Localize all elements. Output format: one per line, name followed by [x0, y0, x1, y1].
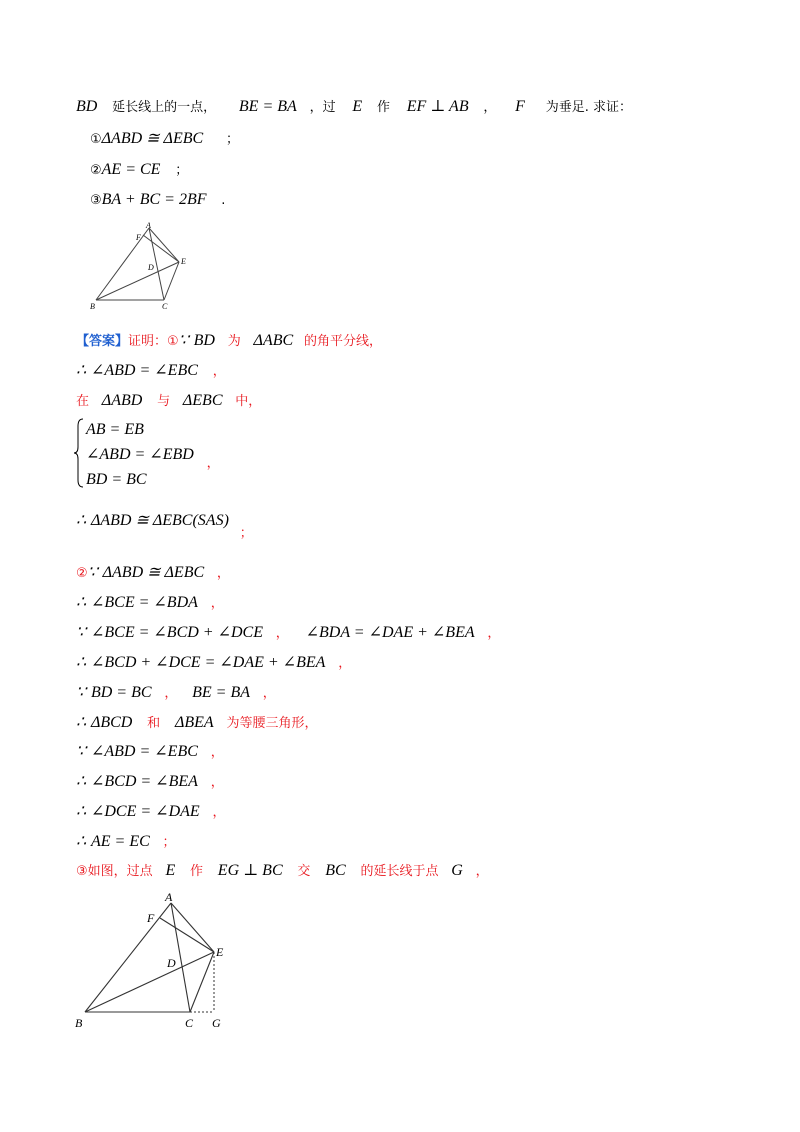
- label-f: F: [136, 233, 141, 242]
- answer-line-12: [76, 771, 224, 793]
- item-number: ②: [90, 163, 102, 178]
- because-symbol: ∵: [178, 332, 189, 349]
- math-ef-ab: EF ⊥ AB: [406, 98, 469, 115]
- math-abd: ΔABD: [101, 392, 143, 409]
- label-b: B: [90, 302, 95, 311]
- answer-line-3: [76, 390, 261, 412]
- punct: ，: [262, 686, 276, 701]
- segment-ba: [96, 228, 149, 300]
- punct: ；: [239, 526, 253, 541]
- because-symbol: ∵: [76, 743, 87, 760]
- math-abc: ΔABC: [253, 332, 294, 349]
- segment-fe: [143, 235, 179, 262]
- label-d: D: [167, 956, 176, 970]
- label-c: C: [185, 1016, 194, 1030]
- problem-item-3: [90, 189, 225, 211]
- math-expr: ΔABD ≅ ΔEBC(SAS): [90, 512, 229, 529]
- text: 交: [297, 864, 311, 879]
- math-f: F: [515, 98, 525, 115]
- answer-tag: 【答案】: [76, 334, 129, 349]
- math-bd: BD: [193, 332, 215, 349]
- punct: ，: [487, 626, 501, 641]
- system-row-1: [86, 419, 144, 440]
- answer-line-5: [76, 562, 230, 584]
- segment-ba: [85, 903, 171, 1012]
- answer-line-6: [76, 592, 224, 614]
- punct: ；: [162, 835, 176, 850]
- math-expr: ∠BCE = ∠BCD + ∠DCE: [90, 624, 263, 641]
- punct: ；: [175, 163, 189, 178]
- label-b: B: [75, 1016, 83, 1030]
- therefore-symbol: ∴: [76, 714, 87, 731]
- text: 为垂足. 求证：: [545, 100, 632, 115]
- therefore-symbol: ∴: [76, 362, 87, 379]
- system-row-3: [86, 469, 147, 490]
- math-expr: ΔABD ≅ ΔEBC: [101, 130, 204, 147]
- math-expr: BE = BA: [192, 684, 251, 701]
- math-expr: AE = EC: [90, 833, 150, 850]
- answer-line-1: [76, 330, 382, 352]
- system-brace: [74, 418, 84, 488]
- punct: ，: [206, 456, 220, 471]
- text: ③如图，过点: [76, 864, 153, 879]
- punct: ，: [475, 864, 489, 879]
- text: 和: [147, 716, 161, 731]
- problem-item-1: [90, 128, 239, 150]
- because-symbol: ∵: [87, 564, 98, 581]
- text: 的延长线于点: [360, 864, 439, 879]
- label-g: G: [212, 1016, 221, 1030]
- math-e: E: [352, 98, 363, 115]
- label-a: A: [146, 221, 151, 230]
- punct: ，: [338, 656, 352, 671]
- punct: ，: [212, 805, 226, 820]
- math-expr: ∠BCD + ∠DCE = ∠DAE + ∠BEA: [90, 654, 326, 671]
- text: 为等腰三角形，: [226, 716, 318, 731]
- segment-ae: [149, 228, 179, 262]
- geometry-figure-1: [86, 220, 196, 315]
- math-expr: BD = BC: [90, 684, 152, 701]
- math-bc: BC: [325, 862, 346, 879]
- math-ebc: ΔEBC: [182, 392, 223, 409]
- label-f: F: [147, 911, 155, 925]
- math-expr: ΔABD ≅ ΔEBC: [102, 564, 205, 581]
- math-bcd: ΔBCD: [90, 714, 133, 731]
- text: 与: [157, 394, 171, 409]
- punct: ，: [164, 686, 178, 701]
- answer-line-9: [76, 682, 276, 704]
- math-expr: ∠BDA = ∠DAE + ∠BEA: [305, 624, 475, 641]
- therefore-symbol: ∴: [76, 803, 87, 820]
- answer-line-14: [76, 831, 176, 853]
- text: 中，: [235, 394, 262, 409]
- answer-line-8: [76, 652, 351, 674]
- label-e: E: [181, 257, 186, 266]
- geometry-figure-2: [70, 890, 240, 1035]
- answer-line-7: [76, 622, 500, 644]
- math-bd: BD: [76, 98, 98, 115]
- text: 延长线上的一点，: [112, 100, 217, 115]
- math-expr: ∠BCE = ∠BDA: [90, 594, 198, 611]
- punct: ，: [275, 626, 289, 641]
- punct: ，: [210, 745, 224, 760]
- because-symbol: ∵: [76, 624, 87, 641]
- punct: ，: [216, 566, 230, 581]
- segment-ae: [171, 903, 214, 952]
- answer-line-2: [76, 360, 226, 382]
- text: 为: [227, 334, 241, 349]
- math-expr: BA + BC = 2BF: [101, 191, 207, 208]
- segment-fe: [160, 918, 214, 952]
- math-expr: ∠DCE = ∠DAE: [90, 803, 200, 820]
- math-g: G: [451, 862, 463, 879]
- math-e: E: [165, 862, 176, 879]
- text: 在: [76, 394, 90, 409]
- text: 作: [376, 100, 390, 115]
- punct: .: [221, 193, 226, 208]
- therefore-symbol: ∴: [76, 594, 87, 611]
- label-c: C: [162, 302, 168, 311]
- system-row-2: [86, 444, 220, 471]
- because-symbol: ∵: [76, 684, 87, 701]
- text: 的角平分线，: [303, 334, 382, 349]
- math-expr: BD = BC: [86, 471, 147, 488]
- therefore-symbol: ∴: [76, 654, 87, 671]
- label-a: A: [165, 890, 173, 904]
- answer-line-13: [76, 801, 225, 823]
- answer-line-11: [76, 741, 224, 763]
- problem-line-1: [76, 96, 632, 118]
- text: ，: [483, 100, 497, 115]
- math-bea: ΔBEA: [174, 714, 214, 731]
- item-number: ③: [90, 193, 102, 208]
- label-d: D: [148, 263, 154, 272]
- text: 证明：①: [128, 334, 179, 349]
- problem-item-2: [90, 159, 188, 181]
- math-expr: AE = CE: [101, 161, 161, 178]
- punct: ，: [210, 596, 224, 611]
- punct: ，: [212, 364, 226, 379]
- segment-be: [85, 952, 214, 1012]
- answer-line-10: [76, 712, 317, 734]
- therefore-symbol: ∴: [76, 512, 87, 529]
- part-number: ②: [76, 566, 88, 581]
- math-expr: ∠ABD = ∠EBC: [90, 362, 198, 379]
- text: 作: [190, 864, 204, 879]
- math-expr: ∠ABD = ∠EBD: [86, 446, 194, 463]
- math-expr: ∠BCD = ∠BEA: [90, 773, 198, 790]
- text: ，过: [309, 100, 336, 115]
- punct: ，: [210, 775, 224, 790]
- label-e: E: [216, 945, 224, 959]
- punct: ；: [225, 132, 239, 147]
- therefore-symbol: ∴: [76, 773, 87, 790]
- math-expr: ∠ABD = ∠EBC: [90, 743, 198, 760]
- math-eg-bc: EG ⊥ BC: [217, 862, 283, 879]
- answer-line-4: [76, 510, 253, 541]
- therefore-symbol: ∴: [76, 833, 87, 850]
- math-expr: AB = EB: [86, 421, 144, 438]
- item-number: ①: [90, 132, 102, 147]
- math-be-ba: BE = BA: [238, 98, 297, 115]
- answer-line-15: [76, 860, 489, 882]
